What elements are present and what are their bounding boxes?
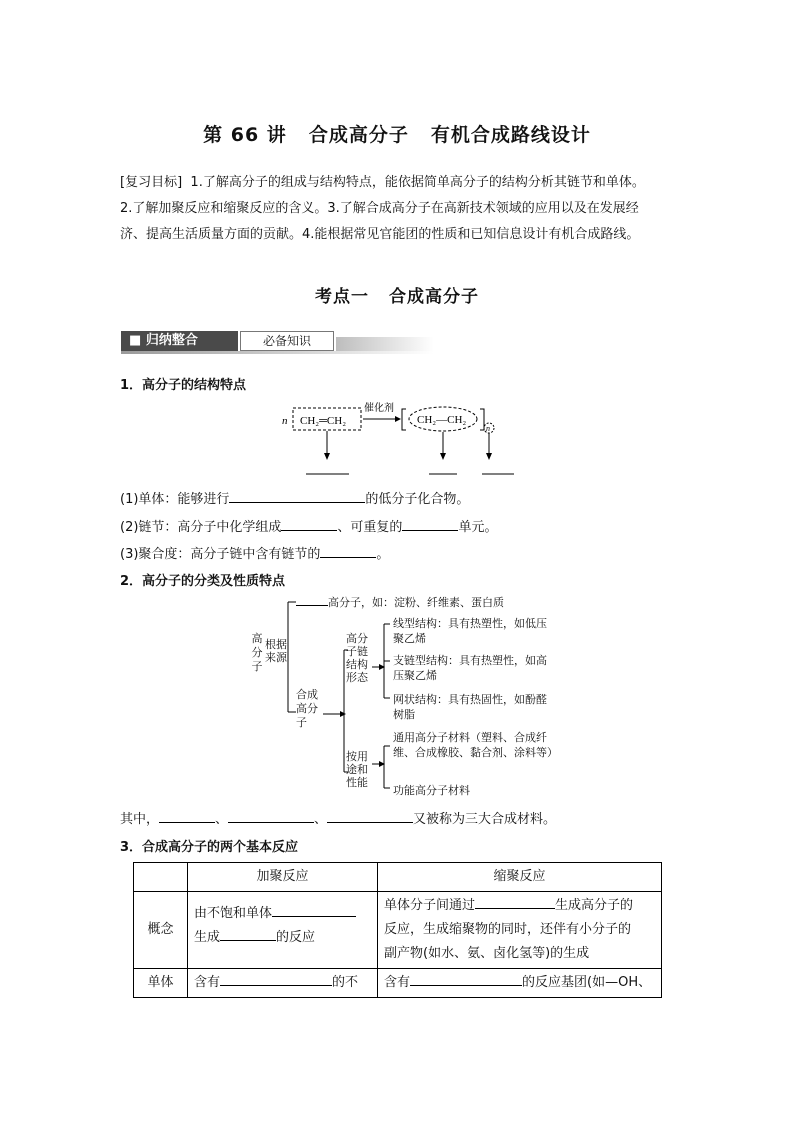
concept-b2: 生成高分子的 xyxy=(555,898,634,913)
tree-branched: 支链型结构：具有热塑性，如高压聚乙烯 xyxy=(393,654,547,682)
title-subtopic: 有机合成路线设计 xyxy=(430,124,591,146)
diagram-monomer: CH₂═CH₂ xyxy=(300,415,347,427)
fill-blank[interactable] xyxy=(272,903,356,917)
tree-natural xyxy=(296,594,504,610)
fill-blank[interactable] xyxy=(220,927,276,941)
fill-blank[interactable] xyxy=(296,594,328,606)
polymerization-diagram xyxy=(280,400,520,480)
row-monomer-label: 单体 xyxy=(134,969,188,998)
review-goals xyxy=(120,170,680,248)
s1-item-3 xyxy=(120,543,389,562)
section-title xyxy=(0,282,794,307)
arrowhead-degree xyxy=(486,453,492,460)
item3-post: 。 xyxy=(376,547,390,562)
banner-dark xyxy=(121,331,238,351)
fill-blank[interactable] xyxy=(220,972,332,986)
monomer-b2: 的反应基团(如—OH、 xyxy=(522,975,652,990)
item1-post: 的低分子化合物。 xyxy=(365,492,470,507)
review-line-3: 济、提高生活质量方面的贡献。4.能根据常见官能团的性质和已知信息设计有机合成路线。 xyxy=(120,227,640,242)
s1-item-1 xyxy=(120,488,469,507)
fill-blank[interactable] xyxy=(327,809,413,823)
heading-classification: 2．高分子的分类及性质特点 xyxy=(120,574,286,589)
concept-condensation xyxy=(378,892,662,969)
item2-post: 单元。 xyxy=(458,520,498,535)
concept-b4: 副产物(如水、氨、卤化氢等)的生成 xyxy=(384,946,590,961)
fill-blank[interactable] xyxy=(159,809,215,823)
note-pre: 其中， xyxy=(120,812,160,827)
classification-tree xyxy=(240,592,570,802)
monomer-a2: 的不 xyxy=(332,975,359,990)
row-concept-label: 概念 xyxy=(134,892,188,969)
square-icon: ■ xyxy=(129,333,142,348)
arrowhead-monomer xyxy=(324,453,330,460)
tree-synthetic: 合成高分子 xyxy=(296,688,318,729)
item2-pre: (2)链节：高分子中化学组成 xyxy=(120,520,282,535)
fill-blank[interactable] xyxy=(320,544,376,558)
section-topic: 合成高分子 xyxy=(389,287,479,307)
banner-underline xyxy=(121,351,434,354)
note-post: 又被称为三大合成材料。 xyxy=(413,812,557,827)
tree-functional: 功能高分子材料 xyxy=(393,784,470,797)
review-label: [复习目标] xyxy=(120,175,183,190)
reaction-arrowhead xyxy=(395,416,401,422)
reactions-table xyxy=(133,862,662,998)
s2-note xyxy=(120,808,556,827)
note-sep-2: 、 xyxy=(314,812,328,827)
heading-structure: 1．高分子的结构特点 xyxy=(120,378,247,393)
note-sep-1: 、 xyxy=(215,812,229,827)
s1-item-2 xyxy=(120,516,497,535)
tree-chain-struct: 高分子链结构形态 xyxy=(346,632,368,684)
monomer-b1: 含有 xyxy=(384,975,411,990)
diagram-sub-n: n xyxy=(486,424,490,433)
left-bracket xyxy=(402,409,406,430)
tree-by-source: 根据来源 xyxy=(265,638,287,664)
fill-blank[interactable] xyxy=(410,972,522,986)
monomer-addition xyxy=(188,969,378,998)
fill-blank[interactable] xyxy=(229,489,365,503)
tree-linear: 线型结构：具有热塑性，如低压聚乙烯 xyxy=(393,617,547,645)
heading-reactions: 3．合成高分子的两个基本反应 xyxy=(120,840,299,855)
tree-by-use: 按用途和性能 xyxy=(346,750,368,789)
title-lecture: 第 66 讲 xyxy=(203,124,287,146)
concept-a2: 生成 xyxy=(194,930,221,945)
review-line-2: 2.了解加聚反应和缩聚反应的含义。3.了解合成高分子在高新技术领域的应用以及在发展经 xyxy=(120,201,639,216)
fill-blank[interactable] xyxy=(228,809,314,823)
right-bracket xyxy=(480,409,484,430)
fill-blank[interactable] xyxy=(281,517,337,531)
concept-b1: 单体分子间通过 xyxy=(384,898,476,913)
item2-mid: 、可重复的 xyxy=(337,520,403,535)
monomer-condensation xyxy=(378,969,662,998)
banner-gradient xyxy=(336,337,434,351)
tree-general: 通用高分子材料（塑料、合成纤维、合成橡胶、黏合剂、涂料等） xyxy=(393,731,558,759)
title-topic: 合成高分子 xyxy=(308,124,409,146)
section-number: 考点一 xyxy=(315,287,369,307)
diagram-n: n xyxy=(282,415,288,427)
concept-a1: 由不饱和单体 xyxy=(194,906,273,921)
tree-natural-text: 高分子，如：淀粉、纤维素、蛋白质 xyxy=(328,596,504,609)
concept-b3: 反应，生成缩聚物的同时，还伴有小分子的 xyxy=(384,922,632,937)
review-line-1: 1.了解高分子的组成与结构特点，能依据简单高分子的结构分析其链节和单体。 xyxy=(190,175,645,190)
col-addition: 加聚反应 xyxy=(188,863,378,892)
banner-dark-label: 归纳整合 xyxy=(145,333,198,348)
fill-blank[interactable] xyxy=(402,517,458,531)
fill-blank[interactable] xyxy=(475,895,555,909)
col-condensation: 缩聚反应 xyxy=(378,863,662,892)
concept-a3: 的反应 xyxy=(276,930,316,945)
concept-addition xyxy=(188,892,378,969)
tree-network: 网状结构：具有热固性，如酚醛树脂 xyxy=(393,693,547,721)
tree-root: 高分子 xyxy=(251,632,263,673)
arrowhead-unit xyxy=(440,453,446,460)
item1-pre: (1)单体：能够进行 xyxy=(120,492,230,507)
monomer-a1: 含有 xyxy=(194,975,221,990)
item3-pre: (3)聚合度：高分子链中含有链节的 xyxy=(120,547,321,562)
banner-light-label: 必备知识 xyxy=(240,331,334,351)
diagram-unit: CH₂—CH₂ xyxy=(417,414,467,426)
section-banner xyxy=(121,331,434,355)
page-title xyxy=(0,120,794,147)
diagram-catalyst: 催化剂 xyxy=(364,403,394,414)
